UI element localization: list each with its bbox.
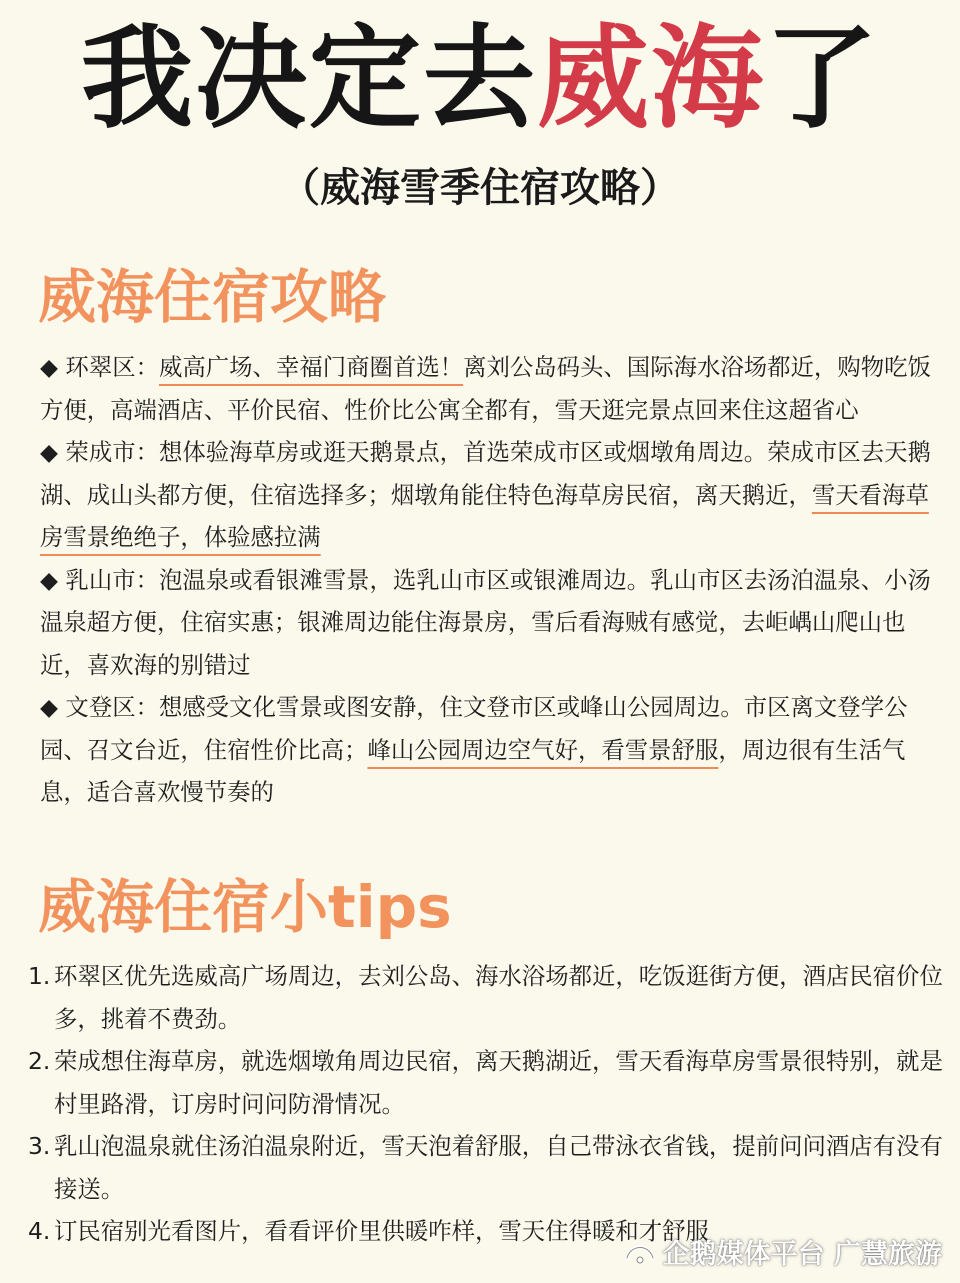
penguin-logo-icon xyxy=(623,1236,657,1266)
district-guide xyxy=(40,346,945,814)
district-lead: ◆ 环翠区： xyxy=(40,353,159,381)
title-part1: 我决定去 xyxy=(81,14,537,144)
tip-number: 3. xyxy=(28,1132,51,1160)
district-paragraph-rushan xyxy=(40,559,945,687)
watermark-text: 企鹅媒体平台 广慧旅游 xyxy=(662,1238,942,1270)
district-lead: ◆ 乳山市：泡温泉或看银滩雪景，选乳山市区或银滩周边。乳山市区去汤泊温泉、小汤温泉超方便，住宿实惠；银滩周边能住海景房，雪后看海贼有感觉，去岠嵎山爬山也近，喜欢海的别错过 xyxy=(40,565,931,679)
district-rest: ，周边很有生活气息，适合喜欢慢节奏的 xyxy=(40,735,906,806)
tips-list xyxy=(28,955,943,1253)
page-title xyxy=(0,4,960,154)
section-heading-accommodation-guide: 威海住宿攻略 xyxy=(38,263,387,331)
title-part3: 了 xyxy=(765,14,879,144)
tip-text: 环翠区优先选威高广场周边，去刘公岛、海水浴场都近，吃饭逛街方便，酒店民宿价位多，挑着不费劲。 xyxy=(54,962,943,1033)
tip-item xyxy=(28,1040,943,1125)
district-highlight: 威高广场、幸福门商圈首选！ xyxy=(159,353,464,381)
tip-number: 1. xyxy=(28,962,51,990)
watermark xyxy=(623,1231,942,1271)
district-highlight: 峰山公园周边空气好，看雪景舒服 xyxy=(367,735,719,764)
title-highlight: 威海 xyxy=(537,14,765,144)
district-paragraph-rongcheng xyxy=(40,431,945,559)
tip-text: 订民宿别光看图片，看看评价里供暖咋样，雪天住得暖和才舒服 xyxy=(54,1217,709,1245)
district-highlight: 雪天看海草房雪景绝绝子，体验感拉满 xyxy=(40,480,929,551)
district-paragraph-wendeng xyxy=(40,686,945,814)
tip-item xyxy=(28,955,943,1040)
tip-text: 荣成想住海草房，就选烟墩角周边民宿，离天鹅湖近，雪天看海草房雪景很特别，就是村里路滑，订房时问问防滑情况。 xyxy=(54,1047,943,1118)
page-subtitle: （威海雪季住宿攻略） xyxy=(280,165,680,211)
district-paragraph-huancui xyxy=(40,346,945,431)
district-rest: 离刘公岛码头、国际海水浴场都近，购物吃饭方便，高端酒店、平价民宿、性价比公寓全都有，雪天逛完景点回来住这超省心 xyxy=(40,353,931,424)
district-lead: ◆ 荣成市：想体验海草房或逛天鹅景点，首选荣成市区或烟墩角周边。荣成市区去天鹅湖、成山头都方便，住宿选择多；烟墩角能住特色海草房民宿，离天鹅近， xyxy=(40,438,931,509)
tip-item xyxy=(28,1125,943,1210)
section-heading-tips: 威海住宿小tips xyxy=(38,873,452,941)
tip-text: 乳山泡温泉就住汤泊温泉附近，雪天泡着舒服，自己带泳衣省钱，提前问问酒店有没有接送。 xyxy=(54,1132,943,1203)
tip-number: 2. xyxy=(28,1047,51,1075)
tip-number: 4. xyxy=(28,1217,51,1245)
district-lead: ◆ 文登区：想感受文化雪景或图安静，住文登市区或峰山公园周边。市区离文登学公园、召文台近，住宿性价比高； xyxy=(40,693,908,764)
